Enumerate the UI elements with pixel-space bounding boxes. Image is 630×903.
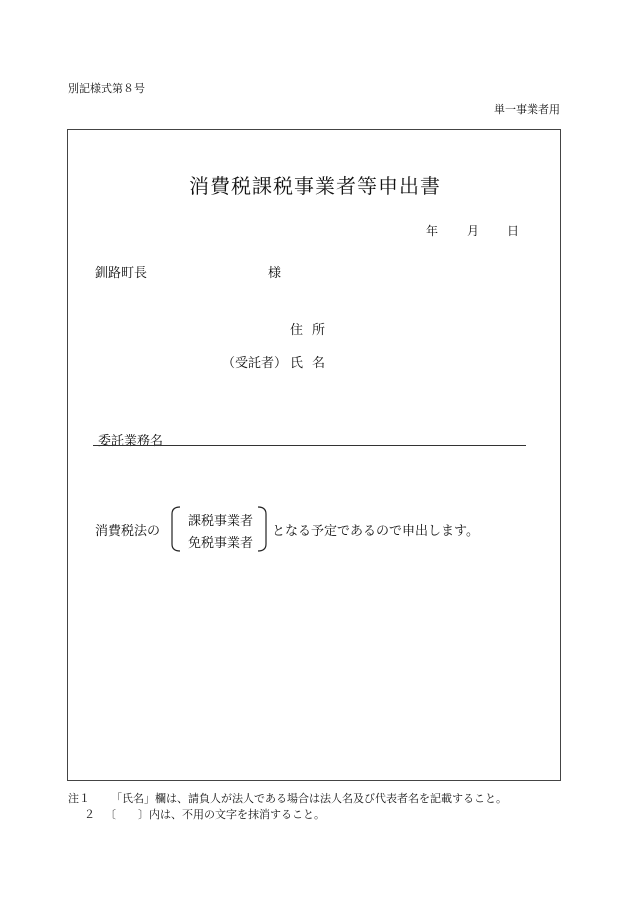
declaration-suffix: となる予定であるので申出します。	[272, 524, 479, 539]
option-taxable: 課税事業者	[188, 514, 254, 529]
date-year: 年	[426, 224, 439, 238]
note-marker-1: 注１	[68, 792, 90, 805]
form-frame	[67, 129, 561, 781]
declaration-prefix: 消費税法の	[95, 524, 161, 539]
consignee-label: （受託者）	[222, 356, 288, 371]
date-month: 月	[467, 224, 480, 238]
note-text-2: 〔 〕内は、不用の文字を抹消すること。	[105, 808, 325, 821]
date-day: 日	[507, 224, 520, 238]
left-bracket-icon	[168, 506, 182, 552]
note-marker-2: ２	[84, 808, 95, 821]
address-label: 住所	[290, 323, 335, 338]
usage-type: 単一事業者用	[494, 103, 560, 116]
honorific: 様	[268, 266, 282, 281]
document-title: 消費税課税事業者等申出書	[189, 174, 441, 198]
right-bracket-icon	[256, 506, 270, 552]
option-exempt: 免税事業者	[188, 536, 254, 551]
note-text-1: 「氏名」欄は、請負人が法人である場合は法人名及び代表者名を記載すること。	[111, 792, 507, 805]
addressee: 釧路町長	[95, 266, 148, 281]
form-number: 別記様式第８号	[68, 82, 145, 95]
work-name-line	[93, 445, 526, 446]
name-label: 氏名	[290, 356, 335, 371]
work-name-label: 委託業務名	[98, 434, 164, 449]
